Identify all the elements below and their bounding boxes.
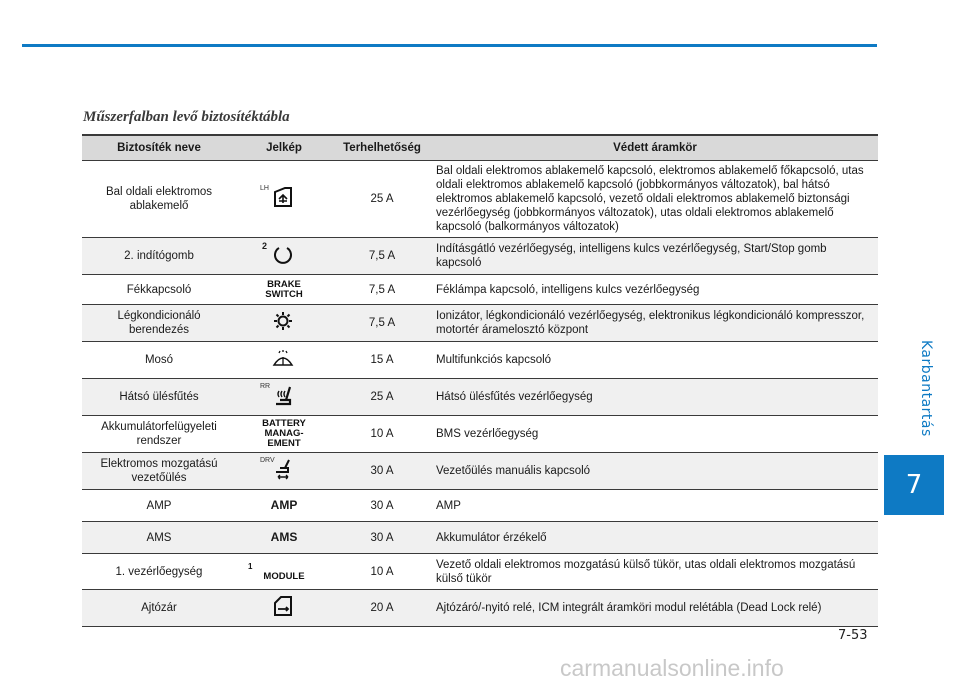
table-row [82, 161, 878, 238]
symbol-text: SWITCH [265, 288, 303, 300]
table-row [82, 590, 878, 627]
symbol-text: AMP [270, 498, 298, 512]
seat-heater-icon [272, 384, 294, 406]
fuse-circuit: Vezető oldali elektromos mozgatású külső tükör, utas oldali elektromos mozgatású külső tükör [432, 554, 878, 590]
header-rating: Terhelhetőség [332, 135, 432, 161]
fuse-symbol [236, 161, 332, 238]
fuse-name: AMS [82, 522, 236, 554]
start-button-icon [272, 243, 294, 265]
fuse-rating: 7,5 A [332, 275, 432, 305]
fuse-name: Fékkapcsoló [82, 275, 236, 305]
ac-icon [272, 310, 294, 332]
section-title: Műszerfalban levő biztosítéktábla [83, 109, 290, 125]
fuse-name: 2. indítógomb [82, 238, 236, 275]
fuse-circuit: Indításgátló vezérlőegység, intelligens kulcs vezérlőegység, Start/Stop gomb kapcsoló [432, 238, 878, 275]
fuse-name: Mosó [82, 342, 236, 379]
fuse-name: Hátsó ülésfűtés [82, 379, 236, 416]
top-rule [22, 44, 877, 47]
fuse-symbol [236, 416, 332, 453]
fuse-rating: 30 A [332, 490, 432, 522]
table-row [82, 453, 878, 490]
fuse-symbol [236, 522, 332, 554]
fuse-rating: 10 A [332, 416, 432, 453]
fuse-name: Elektromos mozgatású vezetőülés [82, 453, 236, 490]
symbol-tag: RR [260, 383, 271, 390]
header-circuit: Védett áramkör [432, 135, 878, 161]
fuse-circuit: Hátsó ülésfűtés vezérlőegység [432, 379, 878, 416]
fuse-symbol [236, 490, 332, 522]
fuse-symbol [236, 554, 332, 590]
table-row [82, 342, 878, 379]
watermark: carmanualsonline.info [560, 655, 784, 681]
fuse-circuit: Ionizátor, légkondicionáló vezérlőegység, elektronikus légkondicionáló kompresszor, motortér áramelosztó központ [432, 305, 878, 342]
symbol-text: BATTERY [262, 418, 306, 429]
table-row [82, 490, 878, 522]
fuse-symbol [236, 238, 332, 275]
side-chapter-label: Karbantartás [918, 340, 934, 437]
fuse-circuit: BMS vezérlőegység [432, 416, 878, 453]
fuse-circuit: Akkumulátor érzékelő [432, 522, 878, 554]
header-fuse-name: Biztosíték neve [82, 135, 236, 161]
symbol-tag: DRV [260, 457, 275, 464]
symbol-text: MANAG- [264, 428, 304, 439]
fuse-table [82, 134, 878, 627]
table-row [82, 305, 878, 342]
fuse-rating: 7,5 A [332, 305, 432, 342]
page-number: 7-53 [838, 628, 868, 643]
fuse-symbol [236, 342, 332, 379]
symbol-text: EMENT [267, 438, 301, 449]
fuse-circuit: AMP [432, 490, 878, 522]
fuse-circuit: Bal oldali elektromos ablakemelő kapcsoló, elektromos ablakemelő főkapcsoló, utas oldali elektromos ablakemelő kapcsoló (jobbkormányos változatok), bal hátsó elektromos ablakemelő kapcsoló, vezető oldali elektromos ablakemelő biztonsági vezérlőegység (jobbkormányos változatok), utas oldali elektromos ablakemelő kapcsoló (balkormányos változatok) [432, 161, 878, 238]
symbol-text: MODULE [263, 570, 305, 582]
washer-icon [272, 347, 294, 369]
fuse-name: Ajtózár [82, 590, 236, 627]
window-lifter-icon [272, 186, 294, 208]
header-symbol: Jelkép [236, 135, 332, 161]
fuse-circuit: Multifunkciós kapcsoló [432, 342, 878, 379]
fuse-symbol [236, 379, 332, 416]
fuse-circuit: Vezetőülés manuális kapcsoló [432, 453, 878, 490]
table-row [82, 522, 878, 554]
table-row [82, 554, 878, 590]
fuse-circuit: Féklámpa kapcsoló, intelligens kulcs vezérlőegység [432, 275, 878, 305]
fuse-rating: 15 A [332, 342, 432, 379]
fuse-symbol [236, 590, 332, 627]
fuse-rating: 30 A [332, 522, 432, 554]
fuse-rating: 20 A [332, 590, 432, 627]
fuse-symbol [236, 305, 332, 342]
symbol-text: AMS [270, 530, 298, 544]
fuse-rating: 10 A [332, 554, 432, 590]
chapter-tab: 7 [884, 455, 944, 515]
fuse-rating: 30 A [332, 453, 432, 490]
table-row [82, 379, 878, 416]
fuse-symbol [236, 275, 332, 305]
symbol-tag: 2 [262, 241, 268, 251]
table-row [82, 416, 878, 453]
fuse-name: Akkumulátorfelügyeleti rendszer [82, 416, 236, 453]
symbol-text: BRAKE [267, 278, 301, 290]
fuse-rating: 25 A [332, 161, 432, 238]
symbol-tag: 1 [248, 561, 253, 571]
door-lock-icon [272, 595, 294, 617]
table-row [82, 275, 878, 305]
fuse-name: Légkondicionáló berendezés [82, 305, 236, 342]
fuse-circuit: Ajtózáró/-nyitó relé, ICM integrált áramköri modul relétábla (Dead Lock relé) [432, 590, 878, 627]
fuse-rating: 25 A [332, 379, 432, 416]
fuse-name: 1. vezérlőegység [82, 554, 236, 590]
symbol-tag: LH [260, 185, 269, 192]
fuse-name: AMP [82, 490, 236, 522]
fuse-name: Bal oldali elektromos ablakemelő [82, 161, 236, 238]
power-seat-icon [272, 458, 294, 480]
fuse-rating: 7,5 A [332, 238, 432, 275]
fuse-symbol [236, 453, 332, 490]
table-header [82, 135, 878, 161]
table-row [82, 238, 878, 275]
